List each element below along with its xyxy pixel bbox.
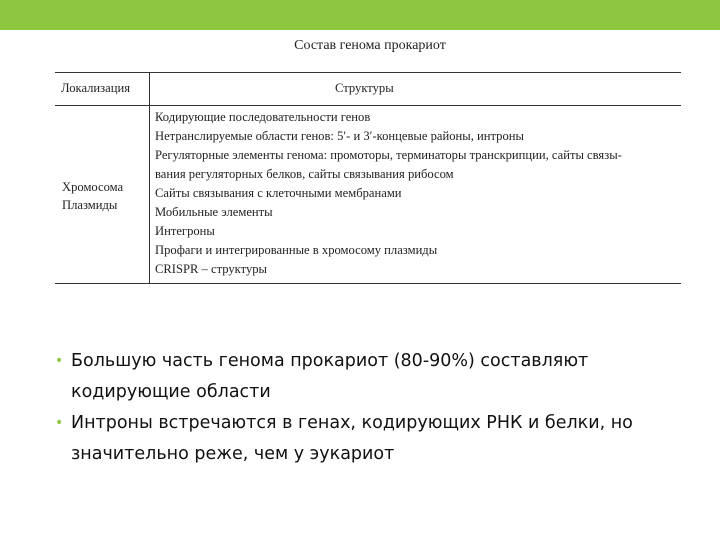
localization-cell	[62, 178, 123, 214]
structure-line: Сайты связывания с клеточными мембранами	[155, 186, 402, 200]
bullet-item	[55, 408, 695, 470]
bullet-marker: •	[55, 353, 64, 369]
column-header-structures: Структуры	[335, 81, 394, 95]
bullet-text-line: значительно реже, чем у эукариот	[71, 444, 395, 464]
structure-line: вания регуляторных белков, сайты связывания рибосом	[155, 167, 454, 181]
structure-line: CRISPR – структуры	[155, 262, 268, 276]
localization-plasmids: Плазмиды	[62, 198, 118, 212]
structure-line: Регуляторные элементы генома: промоторы, терминаторы транскрипции, сайты связы-	[155, 148, 622, 162]
bullet-item	[55, 346, 695, 408]
localization-chromosome: Хромосома	[62, 180, 124, 194]
bullet-text-line: Интроны встречаются в генах, кодирующих РНК и белки, но	[71, 413, 633, 433]
bullet-text-line: кодирующие области	[71, 382, 271, 402]
genome-composition-table	[55, 72, 681, 284]
table-column-divider	[149, 72, 150, 284]
structure-line: Кодирующие последовательности генов	[155, 110, 371, 124]
table-title: Состав генома прокариот	[294, 38, 446, 53]
header-bar	[0, 0, 720, 30]
structure-line: Мобильные элементы	[155, 205, 273, 219]
bullet-list	[55, 346, 695, 470]
structures-cell	[155, 108, 679, 279]
bullet-text-line: Большую часть генома прокариот (80-90%) составляют	[71, 351, 589, 371]
structure-line: Профаги и интегрированные в хромосому плазмиды	[155, 243, 438, 257]
bullet-marker: •	[55, 415, 64, 431]
structure-line: Интегроны	[155, 224, 215, 238]
structure-line: Нетранслируемые области генов: 5′- и 3′-концевые районы, интроны	[155, 129, 524, 143]
column-header-localization: Локализация	[61, 81, 131, 95]
